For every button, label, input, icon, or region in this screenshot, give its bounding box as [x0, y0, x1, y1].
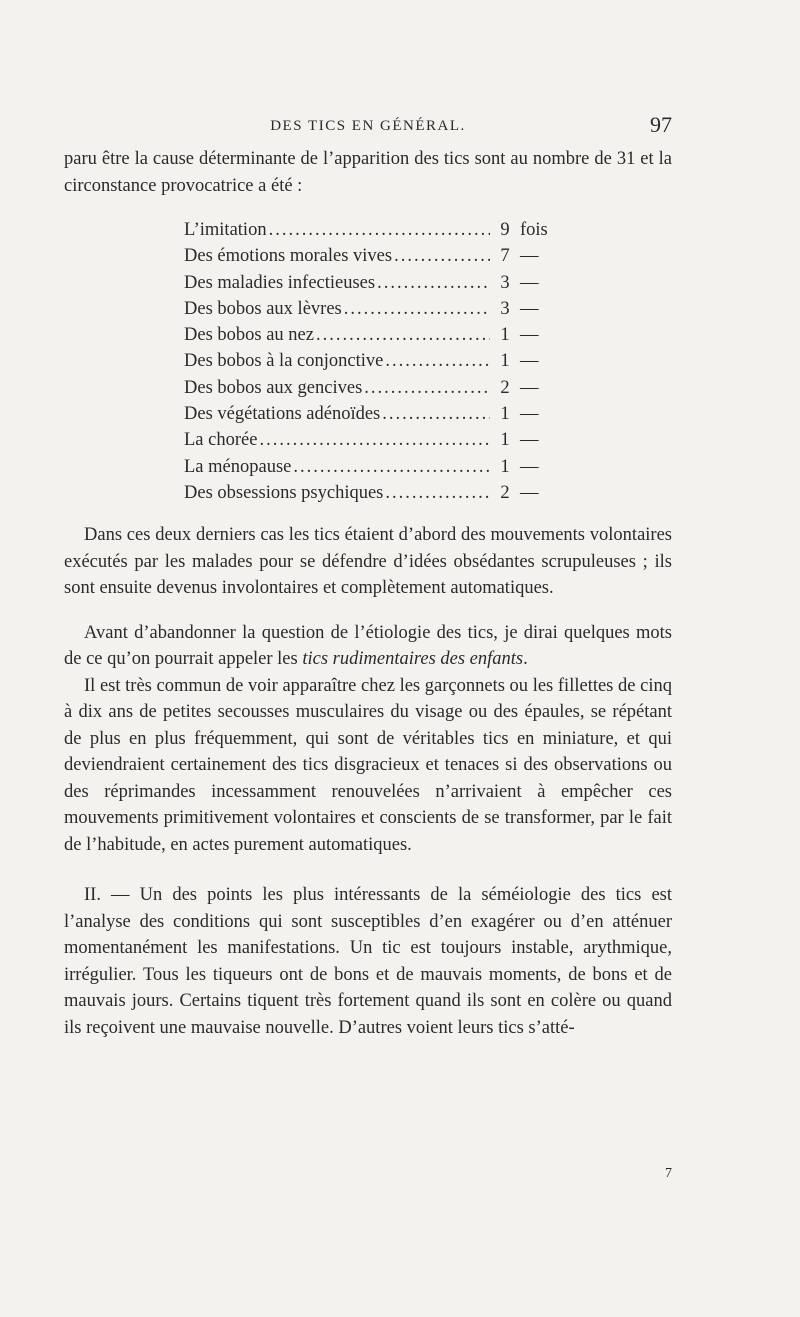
- cause-row: [184, 296, 564, 322]
- cause-label: La chorée: [184, 430, 258, 451]
- cause-unit: —: [520, 351, 539, 372]
- leader-dots: [293, 454, 490, 481]
- cause-unit: —: [520, 482, 539, 503]
- page-number: 97: [650, 112, 672, 137]
- cause-row: [184, 243, 564, 269]
- paragraph-children: Il est très commun de voir apparaître chez les garçonnets ou les fillettes de cinq à dix ans de petites secousses musculaires du visage ou des épaules, se répétant de plus en plus fréquemment, qui sont de véritables tics en miniature, et qui deviendraient certainement des tics disgracieux et tenaces si des observations ou des réprimandes incessamment renouvelées n’arrivaient à empêcher ces mouvements primitivement volontaires et conscients de se transformer, par le fait de l’habitude, en actes purement automatiques.: [64, 675, 672, 855]
- cause-count: 3: [500, 272, 510, 293]
- cause-unit: fois: [520, 220, 548, 240]
- cause-row: [184, 375, 564, 401]
- leader-dots: [377, 270, 490, 297]
- cause-label: Des bobos aux lèvres: [184, 298, 342, 319]
- cause-row: [184, 401, 564, 427]
- cause-count: 3: [500, 298, 510, 319]
- cause-unit: —: [520, 404, 539, 425]
- paragraph-obsessions: Dans ces deux derniers cas les tics étaient d’abord des mouvements volontaires exécutés par les malades pour se défendre d’idées obsédantes scrupuleuses ; ils sont ensuite devenus involontaires et complètement automatiques.: [64, 525, 672, 599]
- cause-count: 7: [500, 246, 510, 267]
- cause-label: Des maladies infectieuses: [184, 272, 376, 293]
- running-title: DES TICS EN GÉNÉRAL.: [270, 118, 466, 134]
- cause-row: [184, 217, 564, 243]
- emphasis-text: tics rudimentaires des enfants: [302, 649, 524, 670]
- cause-label: L’imitation: [184, 220, 267, 240]
- signature-mark: 7: [665, 1166, 672, 1181]
- cause-count: 1: [500, 351, 510, 372]
- cause-count: 2: [500, 482, 510, 503]
- leader-dots: [344, 296, 490, 323]
- body-text: [64, 146, 672, 1041]
- cause-unit: —: [520, 325, 539, 346]
- cause-row: [184, 322, 564, 348]
- cause-label: Des bobos au nez: [184, 325, 314, 346]
- cause-row: [184, 480, 564, 506]
- cause-unit: —: [520, 377, 539, 398]
- cause-unit: —: [520, 430, 539, 451]
- paragraph-text: Avant d’abandonner la question de l’étiologie des tics, je dirai quelques mots de ce qu’on pourrait appeler les: [64, 622, 672, 670]
- cause-unit: —: [520, 456, 539, 477]
- cause-count: 1: [500, 325, 510, 346]
- cause-unit: —: [520, 246, 539, 267]
- leader-dots: [259, 427, 490, 454]
- intro-paragraph: paru être la cause déterminante de l’apparition des tics sont au nombre de 31 et la circonstance provocatrice a été :: [64, 149, 672, 196]
- cause-count: 1: [500, 430, 510, 451]
- cause-unit: —: [520, 272, 539, 293]
- leader-dots: [382, 401, 490, 428]
- cause-row: [184, 270, 564, 296]
- cause-count: 2: [500, 377, 510, 398]
- cause-row: [184, 348, 564, 374]
- cause-count: 1: [500, 456, 510, 477]
- running-head: [64, 112, 672, 142]
- cause-row: [184, 427, 564, 453]
- cause-label: La ménopause: [184, 456, 292, 477]
- cause-label: Des végétations adénoïdes: [184, 404, 381, 425]
- cause-label: Des obsessions psychiques: [184, 482, 384, 503]
- cause-label: Des bobos à la conjonctive: [184, 351, 384, 372]
- leader-dots: [394, 243, 490, 270]
- cause-label: Des émotions morales vives: [184, 246, 393, 267]
- leader-dots: [385, 480, 490, 507]
- paragraph-rudimentary-tics: [64, 620, 672, 673]
- cause-unit: —: [520, 298, 539, 319]
- paragraph-semeiology: II. — Un des points les plus intéressants de la séméiologie des tics est l’analyse des conditions qui sont susceptibles d’en exagérer ou d’en atténuer momentanément les manifestations. Un tic est toujours instable, arythmique, irrégulier. Tous les tiqueurs ont de bons et de mauvais moments, de bons et de mauvais jours. Certains tiquent très fortement quand ils sont en colère ou quand ils reçoivent une mauvaise nouvelle. D’autres voient leurs tics s’atté-: [64, 885, 672, 1038]
- cause-count: 9: [500, 220, 510, 240]
- leader-dots: [364, 375, 490, 402]
- cause-count: 1: [500, 404, 510, 425]
- leader-dots: [385, 348, 490, 375]
- leader-dots: [269, 217, 490, 244]
- leader-dots: [316, 322, 490, 349]
- paragraph-text: .: [523, 649, 528, 670]
- cause-row: [184, 454, 564, 480]
- cause-label: Des bobos aux gencives: [184, 377, 363, 398]
- causes-list: [184, 217, 564, 506]
